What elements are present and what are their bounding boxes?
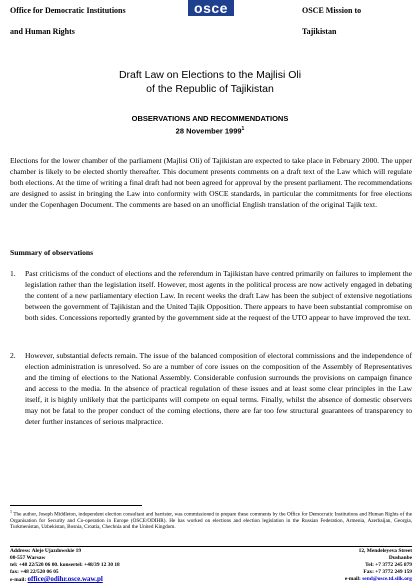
address-line: 12, Mendeleyeva Street: [358, 548, 412, 554]
list-item: [10, 268, 412, 323]
list-item: [10, 350, 412, 427]
list-item-number: 1.: [10, 269, 16, 278]
footnote-text: The author, Joseph Middleton, independent election consultant and barrister, was commissioned to prepare these comments by the Office for Democratic Institutions and Human Rights of the Organisation for Security and Co-operation in Europe (OSCE/ODIHR). He has worked on elections and election legislation in the Russian Federation, Armenia, Azerbaijan, Georgia, Turkmenistan, Uzbekistan, Bosnia, Croatia, Chechnia and the United Kingdom.: [10, 511, 413, 531]
subtitle-line1: OBSERVATIONS AND RECOMMENDATIONS: [131, 114, 289, 123]
header-left: [10, 0, 180, 42]
address-divider: [10, 546, 412, 547]
header-left-line1: Office for Democratic Institutions: [10, 6, 126, 15]
address-line: Tel: +7 3772 245 879: [365, 562, 412, 568]
address-line: Fax: +7 3772 249 159: [363, 569, 412, 575]
osce-logo: osce: [188, 0, 234, 16]
footnote-mark: 1: [10, 509, 12, 514]
list-item-text: However, substantial defects remain. The issue of the balanced composition of electoral commissions and the independence of election administration is unresolved. So are a number of core issues on the composition of the Assembly of Representatives and the timing of elections to the National Assembly. Considerable confusion surrounds the provisions on campaign finance and access to the media. In the absence of practical regulation of these issues and at least some clear principles in the Law itself, it is highly unlikely that the participants will compete on equal terms. Finally, whilst the absence of domestic observers may not be fatal to the proper conduct of the coming elections, there are far too few structural guarantees of transparency to deter further instances of serious malpractice.: [25, 351, 412, 426]
address-line: Dushanbe: [388, 555, 412, 561]
header-left-line2: and Human Rights: [10, 27, 75, 36]
address-line: Address: Aleje Ujazdowskie 19: [10, 548, 82, 554]
list-item-number: 2.: [10, 351, 16, 360]
footnote-divider: [10, 505, 142, 506]
address-line: 00-557 Warsaw: [10, 555, 46, 561]
title-line1: Draft Law on Elections to the Majlisi Oli: [118, 69, 302, 81]
email-link[interactable]: office@odihr.osce.waw.pl: [27, 575, 103, 583]
header-right-line2: Tajikistan: [302, 27, 337, 36]
email-label: e-mail:: [344, 576, 363, 582]
subtitle-date: 28 November 1999: [175, 126, 242, 136]
email-label: e-mail:: [10, 577, 28, 583]
email-link[interactable]: send@osce.td.silk.org: [362, 576, 412, 582]
subtitle-line2: [0, 124, 420, 137]
document-title: [0, 68, 420, 96]
footnote-ref[interactable]: 1: [241, 126, 245, 132]
header-right: [302, 0, 412, 42]
footnote: [10, 509, 412, 531]
document-subtitle: [0, 114, 420, 137]
intro-paragraph: Elections for the lower chamber of the parliament (Majlisi Oli) of Tajikistan are expected to take place in February 2000. The upper chamber is likely to be elected shortly thereafter. This document presents comments on a draft text of the Law which will regulate both elections. At the time of writing a final draft had not been agreed for approval by the present parliament. The recommendations are designed to assist in bringing the Law into conformity with OSCE standards, in particular the commitments for free elections under the Copenhagen Document. The comments are based on an unofficial English translation of the original Tajik text.: [10, 156, 412, 209]
address-line: fax: +48 22/520 06 05: [10, 569, 59, 575]
header-right-line1: OSCE Mission to: [302, 6, 362, 15]
address-dushanbe: [250, 548, 412, 583]
address-line: tel: +48 22/520 06 00. konsertel: +48/39 12 30 18: [10, 562, 120, 568]
address-warsaw: [10, 548, 210, 584]
title-line2: of the Republic of Tajikistan: [146, 83, 274, 95]
summary-heading: Summary of observations: [10, 248, 94, 257]
list-item-text: Past criticisms of the conduct of elections and the referendum in Tajikistan have centred primarily on failures to implement the legislation rather than the legislation itself. However, most agents in the political process are now actively engaged in debating the content of a new parliamentary election Law. In recent weeks the draft Law has been the subject of extensive negotiations between the government of Tajikistan and the United Tajik Opposition. There appears to have been substantial compromise on both sides. Concessions reportedly granted by the government side at the request of the UTO appear to have improved the text.: [25, 269, 412, 322]
